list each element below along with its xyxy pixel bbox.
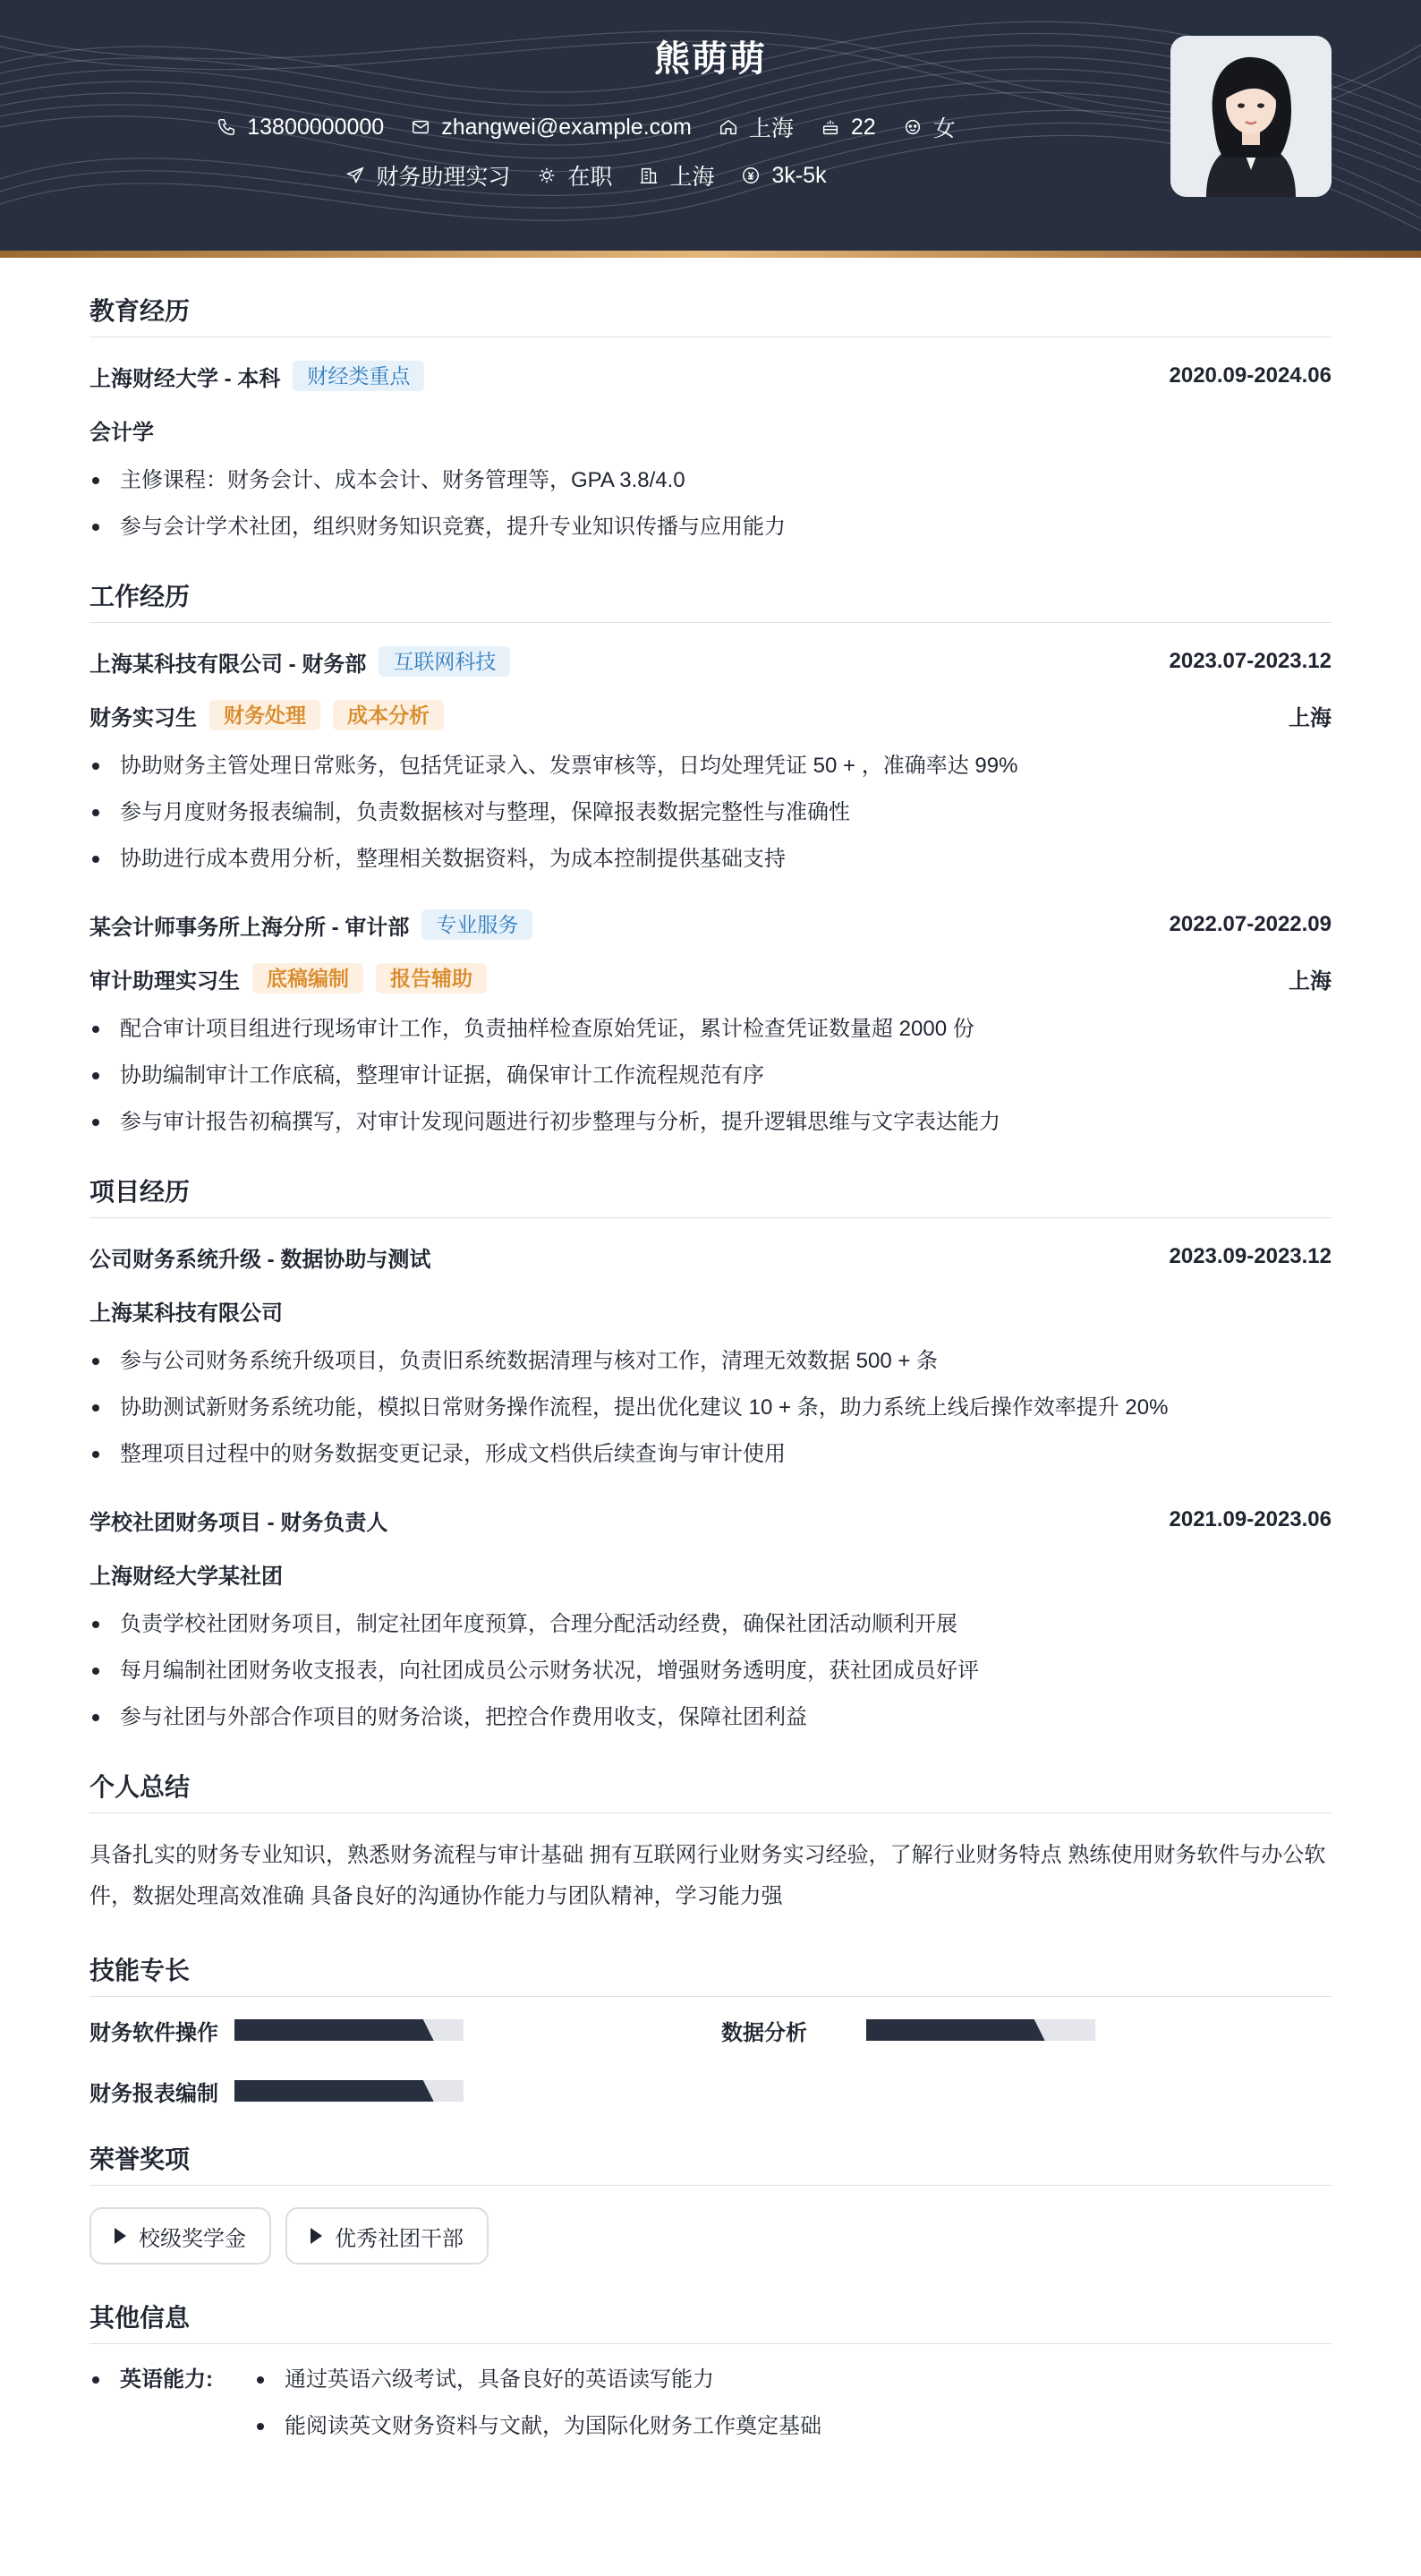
skill-fill bbox=[234, 2080, 434, 2102]
work-entry bbox=[89, 909, 1332, 1139]
location: 上海 bbox=[1289, 968, 1332, 994]
entry-subheader bbox=[89, 414, 1332, 445]
age-item bbox=[821, 115, 876, 141]
skill-fill bbox=[234, 2019, 434, 2041]
summary-section bbox=[89, 1768, 1332, 1917]
bullet-list bbox=[89, 1345, 1332, 1471]
email-text: zhangwei@example.com bbox=[441, 114, 692, 140]
project-org: 上海某科技有限公司 bbox=[89, 1301, 283, 1326]
salary-text: 3k-5k bbox=[771, 162, 827, 188]
bullet-list bbox=[89, 1013, 1332, 1139]
other-info bbox=[89, 2364, 1332, 2443]
date-range: 2020.09-2024.06 bbox=[1169, 363, 1332, 388]
award-chip bbox=[285, 2207, 489, 2265]
school-name: 上海财经大学 - 本科 bbox=[89, 366, 281, 391]
send-icon bbox=[345, 166, 365, 185]
cake-icon bbox=[821, 117, 840, 137]
awards-list bbox=[89, 2207, 1332, 2265]
bullet-list bbox=[89, 465, 1332, 543]
date-range: 2022.07-2022.09 bbox=[1169, 912, 1332, 936]
list-item: 能阅读英文财务资料与文献，为国际化财务工作奠定基础 bbox=[254, 2410, 821, 2443]
role-title: 财务实习生 bbox=[89, 705, 197, 730]
section-title: 工作经历 bbox=[89, 577, 1332, 623]
summary-text: 具备扎实的财务专业知识，熟悉财务流程与审计基础 拥有互联网行业财务实习经验，了解行业财务特点 熟练使用财务软件与办公软件，数据处理高效准确 具备良好的沟通协作能力与团队精神，学习能力强 bbox=[89, 1843, 1326, 1908]
play-triangle-icon bbox=[115, 2228, 126, 2244]
list-item: 通过英语六级考试，具备良好的英语读写能力 bbox=[254, 2364, 821, 2396]
award-chip bbox=[89, 2207, 271, 2265]
list-item: 配合审计项目组进行现场审计工作，负责抽样检查原始凭证，累计检查凭证数量超 2000 份 bbox=[89, 1013, 1332, 1045]
building-icon bbox=[639, 166, 659, 185]
candidate-name: 熊萌萌 bbox=[654, 39, 767, 79]
phone-text: 13800000000 bbox=[247, 114, 385, 140]
industry-tag: 互联网科技 bbox=[379, 646, 510, 677]
education-entry bbox=[89, 361, 1332, 543]
project-name: 学校社团财务项目 - 财务负责人 bbox=[89, 1510, 388, 1535]
skills-grid bbox=[89, 2015, 1332, 2106]
gender-item bbox=[903, 111, 956, 143]
skills-section bbox=[89, 1951, 1332, 2106]
job-intent-row bbox=[0, 159, 1172, 192]
position-item bbox=[345, 159, 510, 192]
skill-item bbox=[721, 2015, 1332, 2045]
entry-subheader bbox=[89, 700, 1332, 730]
awards-section bbox=[89, 2140, 1332, 2265]
entry-header bbox=[89, 909, 1332, 940]
list-item: 参与公司财务系统升级项目，负责旧系统数据清理与核对工作，清理无效数据 500 + 条 bbox=[89, 1345, 1332, 1378]
date-range: 2023.09-2023.12 bbox=[1169, 1244, 1332, 1268]
skill-item bbox=[89, 2015, 721, 2045]
other-section bbox=[89, 2299, 1332, 2443]
role-tag: 报告辅助 bbox=[376, 963, 487, 994]
date-range: 2021.09-2023.06 bbox=[1169, 1507, 1332, 1531]
skill-fill bbox=[866, 2019, 1045, 2041]
entry-subheader bbox=[89, 1295, 1332, 1326]
major: 会计学 bbox=[89, 420, 154, 445]
position-text: 财务助理实习 bbox=[376, 165, 511, 190]
award-label: 校级奖学金 bbox=[139, 2226, 246, 2251]
skill-bar bbox=[234, 2080, 464, 2102]
section-title: 其他信息 bbox=[89, 2299, 1332, 2344]
english-ability-row bbox=[89, 2364, 1332, 2443]
other-label: 英语能力: bbox=[89, 2364, 254, 2396]
work-section bbox=[89, 577, 1332, 1139]
list-item: 主修课程：财务会计、成本会计、财务管理等，GPA 3.8/4.0 bbox=[89, 465, 1332, 497]
phone-icon bbox=[217, 117, 236, 137]
city-text: 上海 bbox=[748, 116, 794, 141]
list-item: 参与月度财务报表编制，负责数据核对与整理，保障报表数据完整性与准确性 bbox=[89, 797, 1332, 829]
avatar-illustration bbox=[1170, 36, 1332, 197]
education-section bbox=[89, 292, 1332, 543]
entry-header bbox=[89, 1505, 1332, 1535]
entry-header bbox=[89, 361, 1332, 391]
city-item bbox=[719, 111, 794, 143]
avatar bbox=[1170, 36, 1332, 197]
award-label: 优秀社团干部 bbox=[335, 2226, 464, 2251]
status-text: 在职 bbox=[567, 165, 613, 190]
section-title: 个人总结 bbox=[89, 1768, 1332, 1813]
skill-bar bbox=[866, 2019, 1095, 2041]
entry-header bbox=[89, 1241, 1332, 1272]
list-item: 每月编制社团财务收支报表，向社团成员公示财务状况，增强财务透明度，获社团成员好评 bbox=[89, 1655, 1332, 1687]
skill-bar bbox=[234, 2019, 464, 2041]
list-item: 参与审计报告初稿撰写，对审计发现问题进行初步整理与分析，提升逻辑思维与文字表达能力 bbox=[89, 1106, 1332, 1139]
date-range: 2023.07-2023.12 bbox=[1169, 649, 1332, 673]
projects-section bbox=[89, 1173, 1332, 1734]
skill-label: 财务报表编制 bbox=[89, 2081, 218, 2106]
section-title: 项目经历 bbox=[89, 1173, 1332, 1218]
list-item: 参与社团与外部合作项目的财务洽谈，把控合作费用收支，保障社团利益 bbox=[89, 1702, 1332, 1734]
skill-label: 数据分析 bbox=[721, 2020, 807, 2045]
company-name: 上海某科技有限公司 - 财务部 bbox=[89, 652, 367, 677]
section-title: 教育经历 bbox=[89, 292, 1332, 337]
company-name: 某会计师事务所上海分所 - 审计部 bbox=[89, 915, 410, 940]
school-tag: 财经类重点 bbox=[293, 361, 424, 391]
bullet-list bbox=[89, 1608, 1332, 1734]
section-title: 技能专长 bbox=[89, 1951, 1332, 1997]
status-icon bbox=[537, 166, 557, 185]
role-tag: 底稿编制 bbox=[252, 963, 363, 994]
work-city-text: 上海 bbox=[669, 165, 715, 190]
contact-row bbox=[0, 111, 1172, 143]
status-item bbox=[537, 159, 612, 192]
work-city-item bbox=[639, 159, 714, 192]
role-tag: 成本分析 bbox=[333, 700, 444, 730]
entry-subheader bbox=[89, 1558, 1332, 1589]
list-item: 协助编制审计工作底稿，整理审计证据，确保审计工作流程规范有序 bbox=[89, 1060, 1332, 1092]
list-item: 负责学校社团财务项目，制定社团年度预算，合理分配活动经费，确保社团活动顺利开展 bbox=[89, 1608, 1332, 1641]
list-item: 整理项目过程中的财务数据变更记录，形成文档供后续查询与审计使用 bbox=[89, 1438, 1332, 1471]
list-item: 协助进行成本费用分析，整理相关数据资料，为成本控制提供基础支持 bbox=[89, 843, 1332, 875]
header-accent-bar bbox=[0, 251, 1421, 258]
resume-body bbox=[89, 258, 1332, 2443]
project-entry bbox=[89, 1505, 1332, 1734]
bullet-list bbox=[89, 750, 1332, 875]
other-list bbox=[254, 2364, 821, 2443]
location: 上海 bbox=[1289, 705, 1332, 730]
entry-subheader bbox=[89, 963, 1332, 994]
industry-tag: 专业服务 bbox=[421, 909, 532, 940]
skill-item bbox=[89, 2076, 721, 2106]
salary-icon bbox=[741, 166, 761, 185]
gender-icon bbox=[903, 117, 923, 137]
section-title: 荣誉奖项 bbox=[89, 2140, 1332, 2186]
phone-item bbox=[217, 115, 384, 141]
play-triangle-icon bbox=[311, 2228, 322, 2244]
project-org: 上海财经大学某社团 bbox=[89, 1564, 283, 1589]
list-item: 协助测试新财务系统功能，模拟日常财务操作流程，提出优化建议 10 + 条，助力系统上线后操作效率提升 20% bbox=[89, 1392, 1332, 1424]
role-tag: 财务处理 bbox=[209, 700, 320, 730]
email-item bbox=[411, 115, 692, 141]
home-icon bbox=[719, 117, 738, 137]
project-entry bbox=[89, 1241, 1332, 1471]
gender-text: 女 bbox=[932, 116, 956, 141]
entry-header bbox=[89, 646, 1332, 677]
skill-label: 财务软件操作 bbox=[89, 2020, 218, 2045]
list-item: 参与会计学术社团，组织财务知识竞赛，提升专业知识传播与应用能力 bbox=[89, 511, 1332, 543]
role-title: 审计助理实习生 bbox=[89, 968, 240, 994]
age-text: 22 bbox=[850, 114, 876, 140]
salary-item bbox=[741, 163, 826, 189]
mail-icon bbox=[411, 117, 430, 137]
work-entry bbox=[89, 646, 1332, 875]
project-name: 公司财务系统升级 - 数据协助与测试 bbox=[89, 1247, 431, 1272]
resume-header bbox=[0, 0, 1421, 258]
list-item: 协助财务主管处理日常账务，包括凭证录入、发票审核等，日均处理凭证 50 + ，准确率达 99% bbox=[89, 750, 1332, 782]
